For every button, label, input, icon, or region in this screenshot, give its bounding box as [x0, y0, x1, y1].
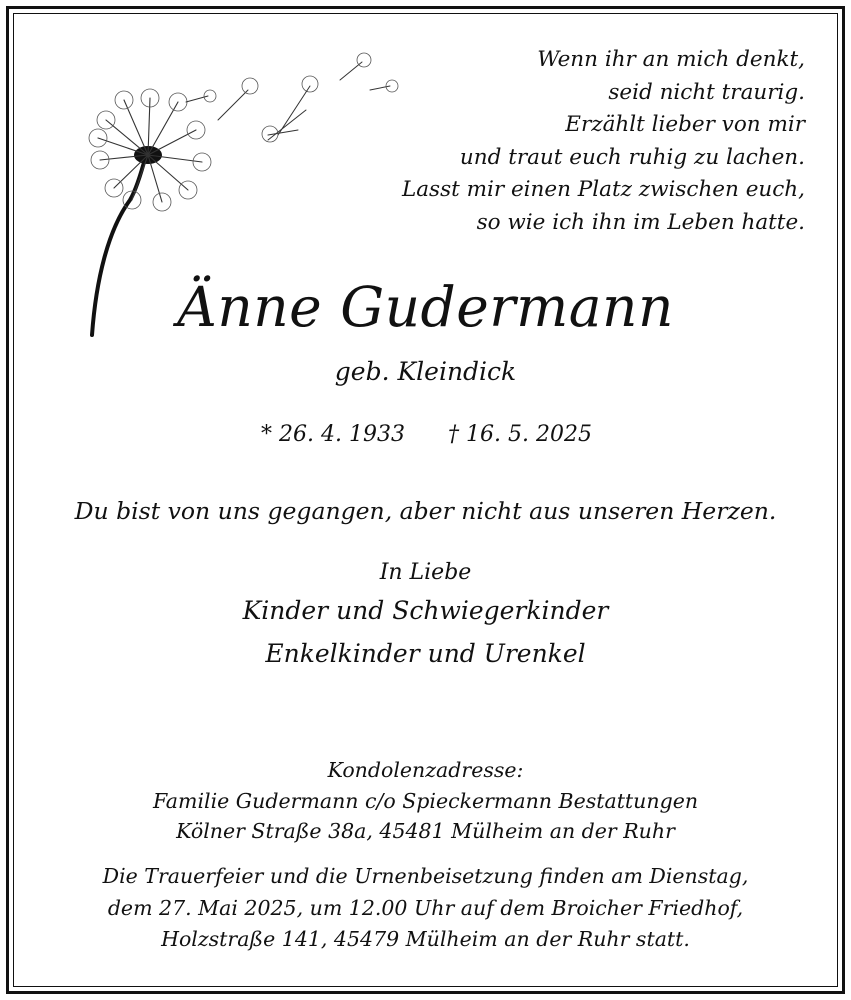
condolence-heading: Kondolenzadresse:: [327, 758, 524, 782]
signoff: [0, 557, 851, 675]
poem-line: Wenn ihr an mich denkt,: [537, 47, 805, 72]
birth-date: * 26. 4. 1933: [261, 422, 405, 447]
poem-line: so wie ich ihn im Leben hatte.: [476, 209, 805, 235]
poem-line: und traut euch ruhig zu lachen.: [459, 144, 805, 170]
service-line: Die Trauerfeier und die Urnenbeisetzung finden am Dienstag,: [102, 864, 749, 888]
memorial-quote: Du bist von uns gegangen, aber nicht aus unseren Herzen.: [74, 497, 777, 525]
deceased-name: [0, 275, 851, 339]
signoff-intro: In Liebe: [379, 560, 472, 585]
service-info: [0, 861, 851, 956]
condolence-line: Familie Gudermann c/o Spieckermann Bestattungen: [152, 788, 699, 813]
poem-line: seid nicht traurig.: [608, 79, 805, 105]
poem: [402, 44, 805, 240]
family-line: Kinder und Schwiegerkinder: [242, 596, 609, 625]
poem-line: Lasst mir einen Platz zwischen euch,: [401, 177, 805, 203]
maiden-name: geb. Kleindick: [334, 357, 517, 386]
service-line: Holzstraße 141, 45479 Mülheim an der Ruhr statt.: [161, 927, 690, 951]
deceased-name-text: Änne Gudermann: [177, 275, 674, 339]
condolence-address: [0, 755, 851, 847]
poem-line: Erzählt lieber von mir: [565, 112, 805, 138]
family-line: Enkelkinder und Urenkel: [265, 639, 586, 668]
death-date: † 16. 5. 2025: [448, 422, 592, 447]
service-line: dem 27. Mai 2025, um 12.00 Uhr auf dem Broicher Friedhof,: [107, 895, 744, 920]
condolence-line: Kölner Straße 38a, 45481 Mülheim an der Ruhr: [176, 819, 675, 843]
